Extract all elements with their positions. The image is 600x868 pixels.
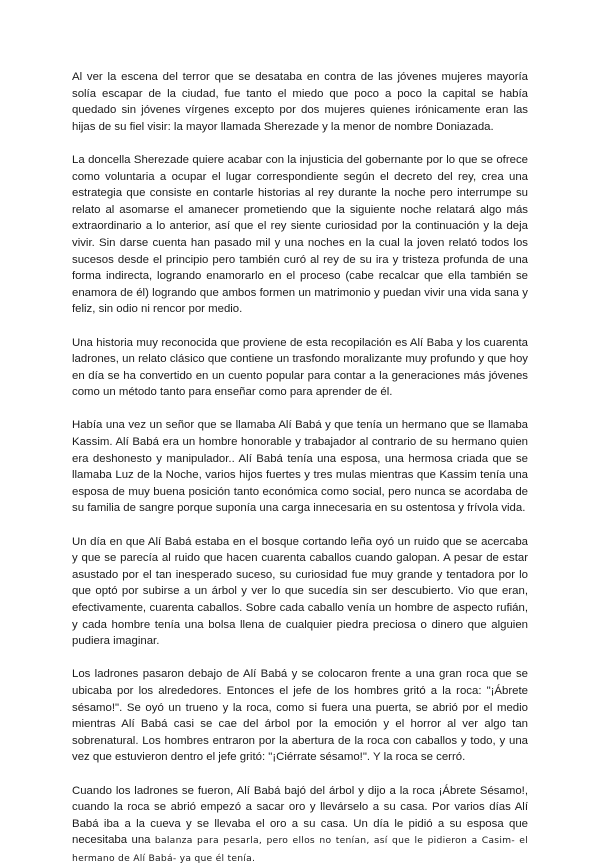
paragraph-1: Al ver la escena del terror que se desataba en contra de las jóvenes mujeres mayoría solía escapar de la ciudad, fue tanto el miedo que poco a poco la capital se había quedado sin jóvenes vírgenes excepto por dos mujeres quienes irónicamente eran las hijas de su fiel visir: la mayor llamada Sherezade y la menor de nombre Doniazada. [72, 71, 528, 133]
paragraph-7-small: balanza para pesarla, pero ellos no tenían, así que le pidieron a Casim- el hermano de Alí Babá- ya que él tenía. [72, 835, 528, 864]
paragraph-6: Los ladrones pasaron debajo de Alí Babá y se colocaron frente a una gran roca que se ubicaba por los alrededores. Entonces el jefe de los hombres gritó a la roca: "¡Ábrete sésamo!". Se oyó un trueno y la roca, como si fuera una puerta, se abrió por el medio mientras Alí Babá casi se cae del árbol por la emoción y el horror al ver algo tan sobrenatural. Los hombres entraron por la abertura de la roca con caballos y todo, y una vez que estuvieron dentro el jefe gritó: "¡Ciérrate sésamo!". Y la roca se cerró. [72, 668, 528, 764]
paragraph-7 [72, 783, 528, 868]
document-body [72, 69, 528, 868]
paragraph-3: Una historia muy reconocida que proviene de esta recopilación es Alí Baba y los cuarenta ladrones, un relato clásico que contiene un trasfondo moralizante muy profundo y que hoy en día se ha convertido en un cuento popular para contar a la generaciones más jóvenes como un método tanto para enseñar como para aprender de él. [72, 336, 528, 399]
paragraph-2: La doncella Sherezade quiere acabar con la injusticia del gobernante por lo que se ofrece como voluntaria a ocupar el lugar correspondiente según el decreto del rey, crea una estrategia que consiste en contarle historias al rey durante la noche pero interrumpe su relato al asomarse el amanecer prometiendo que la siguiente noche relatará algo más extraordinario a lo anterior, así que el rey siente curiosidad por la continuación y la deja vivir. Sin darse cuenta han pasado mil y una noches en la cual la joven relató todos los sucesos desde el principio pero también curó al rey de su ira y tristeza profunda de una forma indirecta, logrando enamorarlo en el proceso (cabe recalcar que ella también se enamora de él) logrando que ambos formen un matrimonio y puedan vivir una vida sana y feliz, sin odio ni rencor por medio. [72, 153, 528, 316]
paragraph-5: Un día en que Alí Babá estaba en el bosque cortando leña oyó un ruido que se acercaba y que se parecía al ruido que hacen cuarenta caballos cuando galopan. A pesar de estar asustado por el tan inesperado suceso, su curiosidad fue muy grande y tentadora por lo que optó por subirse a un árbol y ver lo que sucedía sin ser descubierto. Vio que eran, efectivamente, cuarenta caballos. Sobre cada caballo venía un hombre de aspecto rufián, y cada hombre tenía una bolsa llena de cualquier piedra preciosa o dinero que alguien pudiera imaginar. [72, 535, 528, 648]
paragraph-7-main: Cuando los ladrones se fueron, Alí Babá bajó del árbol y dijo a la roca ¡Ábrete Sésamo!, cuando la roca se abrió empezó a sacar oro y llevárselo a su casa. Por varios días Alí Babá iba a la cueva y se llevaba el oro a su casa. Un día le pidió a su esposa que necesitaba una [72, 784, 528, 847]
paragraph-4: Había una vez un señor que se llamaba Alí Babá y que tenía un hermano que se llamaba Kassim. Alí Babá era un hombre honorable y trabajador al contrario de su hermano quien era deshonesto y manipulador.. Alí Babá tenía una esposa, una hermosa criada que se llamaba Luz de la Noche, varios hijos fuertes y tres mulas mientras que Kassim tenía una esposa de muy buena posición tanto económica como social, pero nunca se acordaba de su familia de sangre porque suponía una carga innecesaria en su ostentosa y frívola vida. [72, 419, 528, 515]
